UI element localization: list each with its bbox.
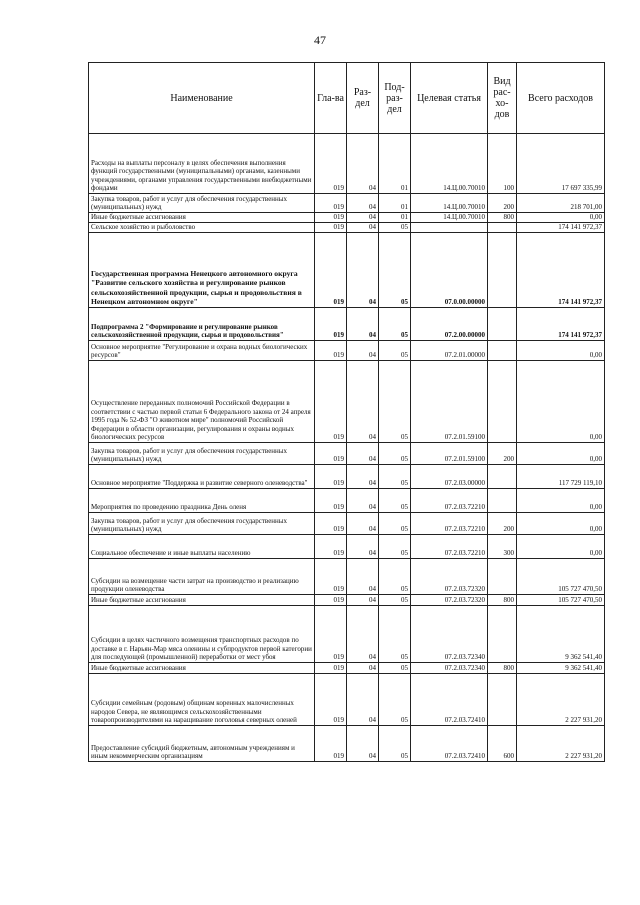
row-total: 0,00 — [517, 489, 605, 513]
row-total: 174 141 972,37 — [517, 233, 605, 308]
table-row — [89, 606, 605, 663]
row-name: Мероприятия по проведению праздника День оленя — [89, 489, 315, 513]
row-target: 07.2.03.72210 — [411, 535, 488, 559]
header-target: Целевая статья — [411, 63, 488, 134]
row-total: 9 362 541,40 — [517, 663, 605, 674]
row-podrazdel: 01 — [379, 194, 411, 213]
row-total: 117 729 119,10 — [517, 465, 605, 489]
row-glava: 019 — [315, 663, 347, 674]
row-podrazdel: 05 — [379, 341, 411, 361]
row-total: 0,00 — [517, 535, 605, 559]
row-glava: 019 — [315, 361, 347, 443]
row-glava: 019 — [315, 595, 347, 606]
row-target: 07.2.03.72340 — [411, 606, 488, 663]
table-row — [89, 194, 605, 213]
table-row — [89, 361, 605, 443]
row-razdel: 04 — [347, 663, 379, 674]
row-target — [411, 223, 488, 233]
row-target: 07.2.01.59100 — [411, 443, 488, 465]
row-name: Иные бюджетные ассигнования — [89, 213, 315, 223]
row-razdel: 04 — [347, 465, 379, 489]
table-row — [89, 213, 605, 223]
row-name: Субсидии на возмещение части затрат на производство и реализацию продукции оленеводства — [89, 559, 315, 595]
table-row — [89, 513, 605, 535]
row-vid: 800 — [488, 663, 517, 674]
row-razdel: 04 — [347, 489, 379, 513]
row-total: 9 362 541,40 — [517, 606, 605, 663]
row-glava: 019 — [315, 559, 347, 595]
row-podrazdel: 05 — [379, 223, 411, 233]
table-row — [89, 559, 605, 595]
table-row — [89, 674, 605, 726]
row-name: Предоставление субсидий бюджетным, автономным учреждениям и иным некоммерческим организациям — [89, 726, 315, 762]
table-row — [89, 663, 605, 674]
row-podrazdel: 05 — [379, 559, 411, 595]
table-row — [89, 233, 605, 308]
row-vid — [488, 223, 517, 233]
table-row — [89, 595, 605, 606]
row-vid — [488, 233, 517, 308]
row-name: Основное мероприятие "Поддержка и развитие северного оленеводства" — [89, 465, 315, 489]
row-target: 07.2.00.00000 — [411, 308, 488, 341]
table-row — [89, 134, 605, 194]
row-glava: 019 — [315, 674, 347, 726]
row-target: 07.2.03.72340 — [411, 663, 488, 674]
row-razdel: 04 — [347, 223, 379, 233]
row-glava: 019 — [315, 513, 347, 535]
row-total: 2 227 931,20 — [517, 726, 605, 762]
row-glava: 019 — [315, 308, 347, 341]
row-target: 07.2.01.59100 — [411, 361, 488, 443]
row-target: 14.Ц.00.70010 — [411, 134, 488, 194]
row-glava: 019 — [315, 194, 347, 213]
header-razdel: Раз-дел — [347, 63, 379, 134]
row-razdel: 04 — [347, 674, 379, 726]
row-razdel: 04 — [347, 606, 379, 663]
row-name: Закупка товаров, работ и услуг для обеспечения государственных (муниципальных) нужд — [89, 513, 315, 535]
row-podrazdel: 01 — [379, 213, 411, 223]
row-total: 105 727 470,50 — [517, 559, 605, 595]
row-podrazdel: 05 — [379, 233, 411, 308]
row-razdel: 04 — [347, 595, 379, 606]
row-vid — [488, 341, 517, 361]
row-glava: 019 — [315, 134, 347, 194]
row-podrazdel: 05 — [379, 535, 411, 559]
row-razdel: 04 — [347, 513, 379, 535]
row-target: 07.2.03.72320 — [411, 595, 488, 606]
row-vid — [488, 606, 517, 663]
row-name: Осуществление переданных полномочий Российской Федерации в соответствии с частью первой статьи 6 Федерального закона от 24 апреля 1995 года № 52-ФЗ "О животном мире" полномочий Российской Федерации в области организации, регулирования и охраны водных биологических ресурсов — [89, 361, 315, 443]
row-razdel: 04 — [347, 559, 379, 595]
row-vid: 800 — [488, 595, 517, 606]
row-podrazdel: 05 — [379, 443, 411, 465]
row-glava: 019 — [315, 606, 347, 663]
table-row — [89, 341, 605, 361]
row-razdel: 04 — [347, 213, 379, 223]
row-total: 0,00 — [517, 513, 605, 535]
row-vid: 300 — [488, 535, 517, 559]
row-razdel: 04 — [347, 233, 379, 308]
row-podrazdel: 05 — [379, 726, 411, 762]
row-razdel: 04 — [347, 726, 379, 762]
table-row — [89, 535, 605, 559]
row-vid: 200 — [488, 194, 517, 213]
row-target: 07.2.03.00000 — [411, 465, 488, 489]
row-glava: 019 — [315, 535, 347, 559]
row-vid: 800 — [488, 213, 517, 223]
row-glava: 019 — [315, 726, 347, 762]
row-name: Закупка товаров, работ и услуг для обеспечения государственных (муниципальных) нужд — [89, 443, 315, 465]
row-vid — [488, 559, 517, 595]
row-name: Закупка товаров, работ и услуг для обеспечения государственных (муниципальных) нужд — [89, 194, 315, 213]
budget-table — [88, 62, 605, 762]
row-vid — [488, 674, 517, 726]
row-vid: 600 — [488, 726, 517, 762]
row-razdel: 04 — [347, 361, 379, 443]
table-header-row — [89, 63, 605, 134]
row-razdel: 04 — [347, 443, 379, 465]
row-glava: 019 — [315, 341, 347, 361]
row-name: Социальное обеспечение и иные выплаты населению — [89, 535, 315, 559]
row-name: Расходы на выплаты персоналу в целях обеспечения выполнения функций государственными (муниципальными) органами, казенными учреждениями, органами управления государственными внебюджетными фондами — [89, 134, 315, 194]
row-podrazdel: 05 — [379, 674, 411, 726]
row-podrazdel: 05 — [379, 308, 411, 341]
row-razdel: 04 — [347, 341, 379, 361]
table-row — [89, 465, 605, 489]
row-name: Государственная программа Ненецкого автономного округа "Развитие сельского хозяйства и регулирование рынков сельскохозяйственной продукции, сырья и продовольствия в Ненецком автономном округе" — [89, 233, 315, 308]
header-glava: Гла-ва — [315, 63, 347, 134]
row-target: 07.2.03.72210 — [411, 513, 488, 535]
row-glava: 019 — [315, 213, 347, 223]
header-name: Наименование — [89, 63, 315, 134]
row-total: 218 701,00 — [517, 194, 605, 213]
row-podrazdel: 05 — [379, 663, 411, 674]
row-target: 07.2.03.72210 — [411, 489, 488, 513]
row-razdel: 04 — [347, 535, 379, 559]
row-total: 105 727 470,50 — [517, 595, 605, 606]
row-target: 07.0.00.00000 — [411, 233, 488, 308]
header-total: Всего расходов — [517, 63, 605, 134]
row-glava: 019 — [315, 465, 347, 489]
row-glava: 019 — [315, 443, 347, 465]
row-total: 174 141 972,37 — [517, 308, 605, 341]
row-vid — [488, 308, 517, 341]
row-vid — [488, 489, 517, 513]
row-vid — [488, 465, 517, 489]
row-vid — [488, 361, 517, 443]
row-target: 07.2.03.72410 — [411, 726, 488, 762]
row-podrazdel: 05 — [379, 606, 411, 663]
row-total: 0,00 — [517, 443, 605, 465]
row-name: Иные бюджетные ассигнования — [89, 663, 315, 674]
row-vid: 100 — [488, 134, 517, 194]
row-target: 14.Ц.00.70010 — [411, 194, 488, 213]
row-vid: 200 — [488, 513, 517, 535]
row-razdel: 04 — [347, 134, 379, 194]
row-total: 0,00 — [517, 361, 605, 443]
row-podrazdel: 01 — [379, 134, 411, 194]
row-name: Подпрограмма 2 "Формирование и регулирование рынков сельскохозяйственной продукции, сырья и продовольствия" — [89, 308, 315, 341]
table-row — [89, 308, 605, 341]
row-podrazdel: 05 — [379, 465, 411, 489]
row-target: 07.2.03.72320 — [411, 559, 488, 595]
row-glava: 019 — [315, 223, 347, 233]
row-podrazdel: 05 — [379, 595, 411, 606]
row-name: Основное мероприятие "Регулирование и охрана водных биологических ресурсов" — [89, 341, 315, 361]
row-name: Сельское хозяйство и рыболовство — [89, 223, 315, 233]
table-row — [89, 726, 605, 762]
header-podrazdel: Под-раз-дел — [379, 63, 411, 134]
page-number: 47 — [314, 33, 326, 47]
row-name: Субсидии в целях частичного возмещения транспортных расходов по доставке в г. Нарьян-Мар мяса оленины и субпродуктов первой категории для последующей (промышленной) переработки от мест убоя — [89, 606, 315, 663]
row-total: 0,00 — [517, 213, 605, 223]
row-name: Субсидии семейным (родовым) общинам коренных малочисленных народов Севера, не являющимся сельскохозяйственными товаропроизводителями на наращивание поголовья северных оленей — [89, 674, 315, 726]
row-total: 0,00 — [517, 341, 605, 361]
row-glava: 019 — [315, 233, 347, 308]
row-glava: 019 — [315, 489, 347, 513]
table-row — [89, 443, 605, 465]
row-target: 14.Ц.00.70010 — [411, 213, 488, 223]
row-name: Иные бюджетные ассигнования — [89, 595, 315, 606]
row-podrazdel: 05 — [379, 361, 411, 443]
table-row — [89, 223, 605, 233]
row-podrazdel: 05 — [379, 489, 411, 513]
header-vid: Вид рас-хо-дов — [488, 63, 517, 134]
row-razdel: 04 — [347, 194, 379, 213]
row-total: 2 227 931,20 — [517, 674, 605, 726]
table-row — [89, 489, 605, 513]
row-target: 07.2.03.72410 — [411, 674, 488, 726]
row-podrazdel: 05 — [379, 513, 411, 535]
row-vid: 200 — [488, 443, 517, 465]
row-razdel: 04 — [347, 308, 379, 341]
row-total: 174 141 972,37 — [517, 223, 605, 233]
row-target: 07.2.01.00000 — [411, 341, 488, 361]
row-total: 17 697 335,99 — [517, 134, 605, 194]
